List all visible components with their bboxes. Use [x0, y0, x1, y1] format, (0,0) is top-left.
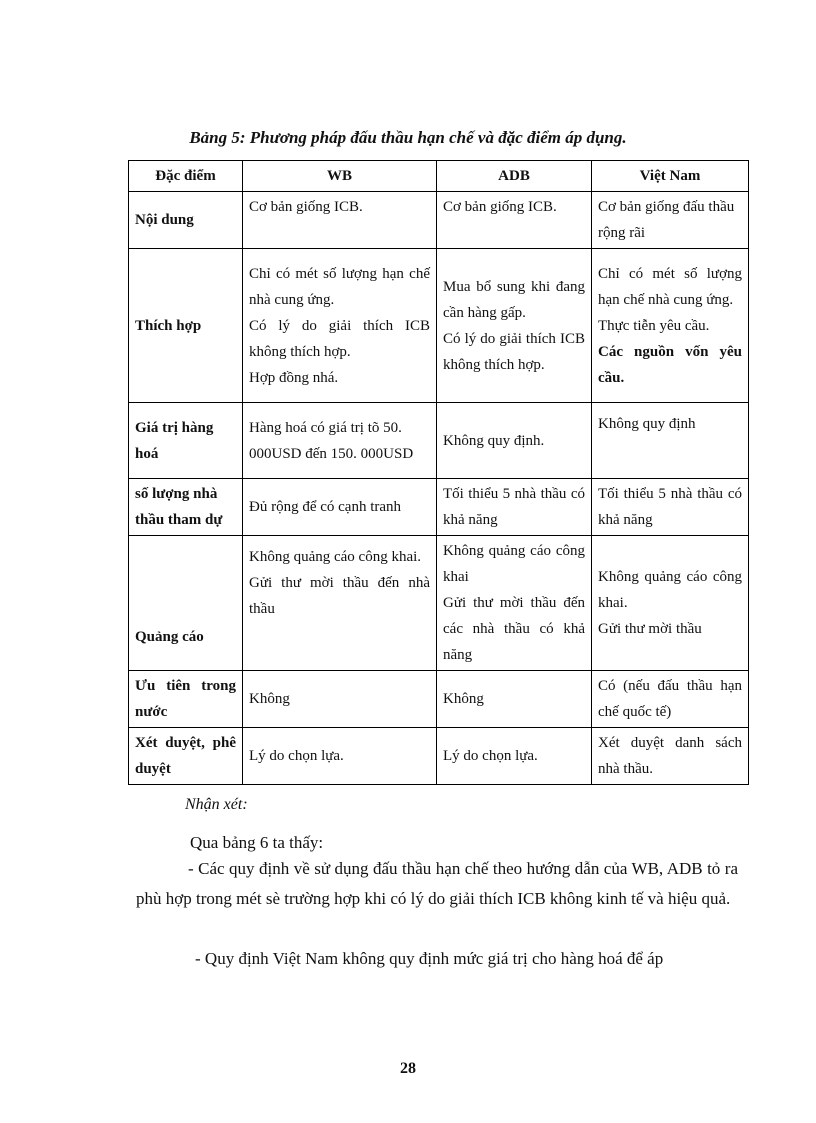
- cell-text: Có lý do giải thích ICB không thích hợp.: [249, 317, 430, 360]
- row-label: số lượng nhà thầu tham dự: [129, 479, 243, 536]
- row-label: Ưu tiên trong nước: [129, 671, 243, 728]
- cell-text: Hàng hoá có giá trị tõ 50. 000USD đến 150. 000USD: [249, 419, 414, 462]
- cell-text: Tối thiểu 5 nhà thầu có khả năng: [598, 486, 742, 528]
- cell-text: Mua bổ sung khi đang cần hàng gấp.: [443, 278, 585, 321]
- cell-text-bold: Các nguồn vốn yêu cầu.: [598, 343, 742, 386]
- header-cell: Đặc điểm: [129, 161, 243, 192]
- table-header-row: [129, 161, 749, 192]
- table-row: [129, 728, 749, 785]
- cell-text: Gửi thư mời thầu đến các nhà thầu có khả năng: [443, 595, 585, 663]
- page-number: 28: [400, 1060, 416, 1077]
- cell-text: Gửi thư mời thầu đến nhà thầu: [249, 575, 430, 617]
- header-cell: WB: [243, 161, 437, 192]
- cell-text: Cơ bản giống đấu thầu rộng rãi: [598, 199, 735, 241]
- cell-text: Thực tiễn yêu cầu.: [598, 317, 710, 334]
- row-label: Quảng cáo: [129, 536, 243, 671]
- row-label: Nội dung: [129, 192, 243, 249]
- header-cell: ADB: [437, 161, 592, 192]
- row-label: Thích hợp: [129, 249, 243, 403]
- cell-text: Chỉ có mét số lượng hạn chế nhà cung ứng.: [598, 265, 742, 308]
- cell-text: Xét duyệt danh sách nhà thầu.: [598, 735, 742, 777]
- table-caption: Bảng 5: Phương pháp đấu thầu hạn chế và đặc điểm áp dụng.: [189, 128, 627, 147]
- table-row: [129, 671, 749, 728]
- cell-text: Cơ bản giống ICB.: [249, 199, 363, 215]
- table-row: [129, 479, 749, 536]
- table-row: [129, 403, 749, 479]
- cell-text: Lý do chọn lựa.: [249, 748, 344, 764]
- cell-text: Không quy định.: [443, 432, 545, 449]
- comparison-table: [128, 160, 749, 785]
- cell-text: Không quy định: [598, 416, 696, 432]
- cell-text: Có (nếu đấu thầu hạn chế quốc tế): [598, 678, 742, 720]
- cell-text: Có lý do giải thích ICB không thích hợp.: [443, 330, 585, 373]
- remark-label: Nhận xét:: [185, 796, 248, 813]
- paragraph: - Quy định Việt Nam không quy định mức giá trị cho hàng hoá để áp: [195, 949, 664, 968]
- table-row: [129, 249, 749, 403]
- cell-text: Không quảng cáo công khai: [443, 543, 585, 585]
- paragraph: - Các quy định về sử dụng đấu thầu hạn chế theo hướng dẫn của WB, ADB tỏ ra phù hợp trong mét sè trường hợp khi có lý do giải thích ICB không kinh tế và hiệu quả.: [136, 859, 738, 908]
- header-cell: Việt Nam: [592, 161, 749, 192]
- cell-text: Tối thiểu 5 nhà thầu có khả năng: [443, 486, 585, 528]
- cell-text: Lý do chọn lựa.: [443, 748, 538, 764]
- cell-text: Gửi thư mời thầu: [598, 621, 702, 637]
- row-label: Giá trị hàng hoá: [129, 403, 243, 479]
- cell-text: Không: [443, 691, 484, 707]
- paragraph: Qua bảng 6 ta thấy:: [190, 833, 324, 852]
- table-row: [129, 536, 749, 671]
- cell-text: Đủ rộng để có cạnh tranh: [249, 499, 402, 515]
- cell-text: Không quảng cáo công khai.: [249, 549, 422, 565]
- cell-text: Không: [249, 691, 290, 707]
- cell-text: Hợp đồng nhá.: [249, 369, 339, 386]
- table-row: [129, 192, 749, 249]
- cell-text: Cơ bản giống ICB.: [443, 199, 557, 215]
- row-label: Xét duyệt, phê duyệt: [129, 728, 243, 785]
- cell-text: Chỉ có mét số lượng hạn chế nhà cung ứng.: [249, 265, 430, 308]
- cell-text: Không quảng cáo công khai.: [598, 569, 742, 611]
